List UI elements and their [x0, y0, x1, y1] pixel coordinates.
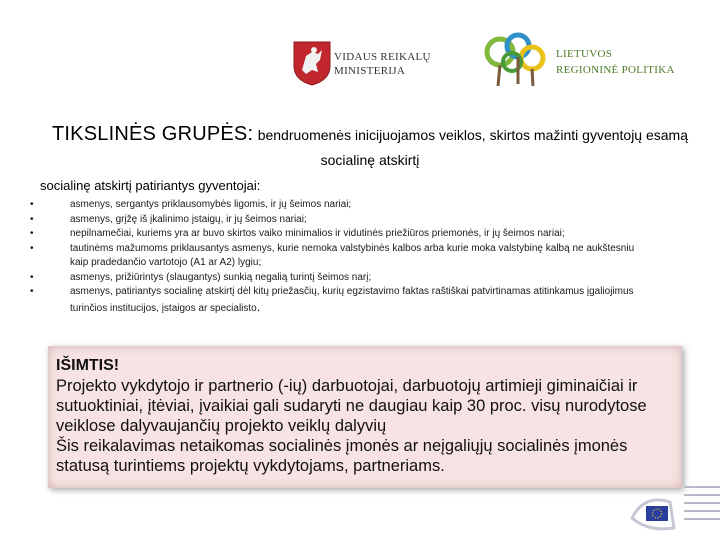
eu-funds-caption-lines — [684, 486, 720, 526]
regional-line-1: LIETUVOS — [556, 48, 613, 60]
final-period: . — [256, 298, 261, 314]
list-item-text: asmenys, patiriantys socialinę atskirtį dėl kitų priežasčių, kurių egzistavimo faktas raštiškai patvirtinamas atitinkamus įgaliojimus turinčios institucijos, įstaigos ar specialisto — [70, 286, 634, 314]
list-item-text: tautinėms mažumoms priklausantys asmenys, kurie nemoka valstybinės kalbos arba kurie moka valstybinę kalbą ne aukštesniu kaip pradedančio vartotojo (A1 ar A2) lygiu; — [70, 242, 635, 268]
list-item-text: asmenys, prižiūrintys (slaugantys) sunkią negalią turintį šeimos narį; — [70, 271, 372, 283]
bullet-icon: • — [30, 213, 34, 225]
ministry-name — [334, 50, 431, 78]
exception-note — [48, 346, 682, 488]
list-item — [30, 198, 640, 213]
list-item-text: nepilnamečiai, kuriems yra ar buvo skirtos vaiko minimalios ir vidutinės priežiūros priemonės, ir jų šeimos nariai; — [70, 228, 565, 239]
bullet-icon: • — [30, 228, 34, 239]
regional-policy-name — [556, 46, 675, 78]
bullet-icon: • — [30, 271, 34, 283]
title-main: TIKSLINĖS GRUPĖS: — [52, 123, 254, 145]
target-groups-list — [30, 198, 640, 316]
list-item-text: asmenys, grįžę iš įkalinimo įstaigų, ir jų šeimos nariai; — [70, 213, 307, 225]
page-title — [50, 122, 690, 173]
header-logos — [0, 0, 720, 118]
list-item — [30, 213, 640, 228]
note-line-1: Projekto vykdytojo ir partnerio (-ių) darbuotojai, darbuotojų artimieji giminaičiai ir sutuoktiniai, įtėviai, įvaikiai gali sudaryti ne daugiau kaip 30 proc. visų nurodytose veiklose dalyvaujančių projekto veiklų dalyvių — [56, 377, 647, 435]
ministry-line-1: VIDAUS REIKALŲ — [334, 51, 431, 63]
ministry-line-2: MINISTERIJA — [334, 65, 406, 77]
title-rest: bendruomenės inicijuojamos veiklos, skirtos mažinti gyventojų esamą socialinę atskirtį — [257, 127, 688, 168]
subtitle: socialinę atskirtį patiriantys gyventojai: — [40, 178, 261, 193]
list-item-text: asmenys, sergantys priklausomybės ligomis, ir jų šeimos nariai; — [70, 199, 352, 210]
regional-line-2: REGIONINĖ POLITIKA — [556, 64, 675, 76]
note-heading: IŠIMTIS! — [56, 357, 120, 374]
list-item — [30, 242, 640, 271]
list-item — [30, 285, 640, 316]
note-line-2: Šis reikalavimas netaikomas socialinės įmonės ar neįgaliųjų socialinės įmonės statusą turintiems projektų vykdytojams, partneriams. — [56, 437, 628, 475]
coat-of-arms-icon — [292, 40, 332, 86]
bullet-icon: • — [30, 286, 34, 297]
list-item — [30, 271, 640, 286]
regional-policy-logo-icon — [478, 30, 550, 90]
bullet-icon: • — [30, 199, 34, 210]
list-item — [30, 227, 640, 242]
bullet-icon: • — [30, 242, 34, 254]
